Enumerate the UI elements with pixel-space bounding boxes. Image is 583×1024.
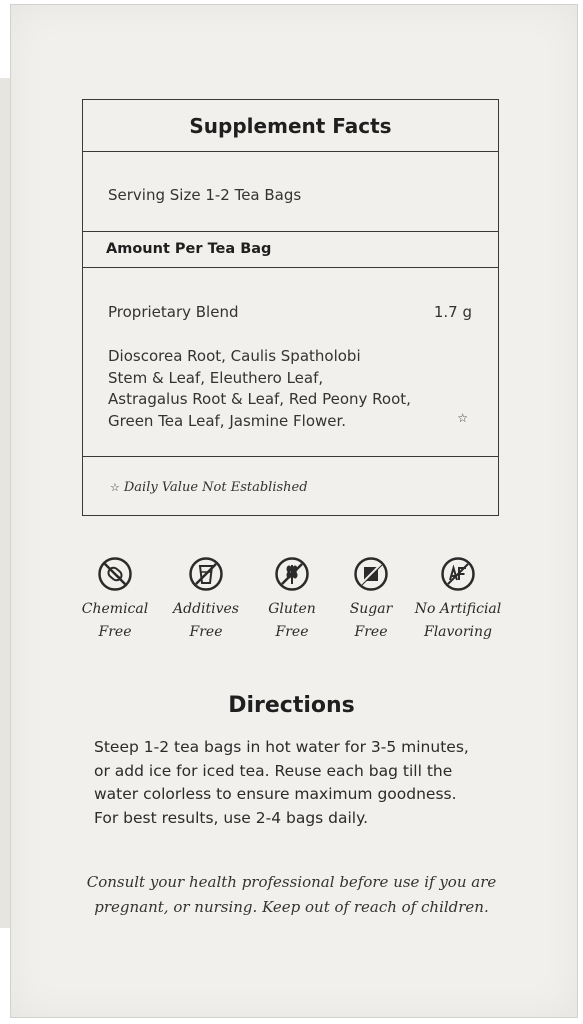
badge-line: Chemical <box>81 601 149 617</box>
ingredient-line: Green Tea Leaf, Jasmine Flower. <box>108 411 347 430</box>
badge-line: Gluten <box>268 601 316 617</box>
serving-size: Serving Size 1-2 Tea Bags <box>108 186 302 204</box>
supplement-facts-table <box>82 99 499 516</box>
divider <box>83 151 498 152</box>
badge-line: Free <box>275 624 309 640</box>
badge-line: Free <box>189 624 223 640</box>
ingredients-list <box>108 346 448 432</box>
warning-line: Consult your health professional before use if you are <box>86 873 497 891</box>
badge-label <box>65 598 165 644</box>
star-icon: ☆ <box>110 481 120 494</box>
directions-line: or add ice for iced tea. Reuse each bag till the <box>94 761 453 780</box>
divider <box>83 267 498 268</box>
no-additives-icon <box>188 556 224 592</box>
badge-line: Free <box>354 624 388 640</box>
health-warning <box>0 870 583 920</box>
badge-additives-free <box>156 556 256 644</box>
badge-label <box>408 598 508 644</box>
no-gluten-icon <box>274 556 310 592</box>
badge-label <box>321 598 421 644</box>
directions-text <box>94 736 514 830</box>
badge-no-artificial-flavoring <box>408 556 508 644</box>
directions-line: For best results, use 2-4 bags daily. <box>94 808 369 827</box>
badge-label <box>156 598 256 644</box>
free-from-badges <box>70 556 520 646</box>
daily-value-note <box>110 480 308 495</box>
badge-sugar-free <box>321 556 421 644</box>
no-artificial-flavoring-icon <box>440 556 476 592</box>
badge-line: No Artificial <box>414 601 502 617</box>
no-sugar-icon <box>353 556 389 592</box>
warning-line: pregnant, or nursing. Keep out of reach of children. <box>94 898 489 916</box>
badge-chemical-free <box>65 556 165 644</box>
badge-line: Free <box>98 624 132 640</box>
badge-line: Additives <box>173 601 239 617</box>
no-chemical-icon <box>97 556 133 592</box>
facts-title: Supplement Facts <box>189 114 392 138</box>
blend-name: Proprietary Blend <box>108 303 239 321</box>
ingredient-line: Astragalus Root & Leaf, Red Peony Root, <box>108 390 411 408</box>
ingredient-line: Dioscorea Root, Caulis Spatholobi <box>108 347 361 365</box>
badge-line: Sugar <box>349 601 393 617</box>
badge-line: Flavoring <box>423 624 493 640</box>
directions-line: Steep 1-2 tea bags in hot water for 3-5 minutes, <box>94 738 469 756</box>
directions-heading: Directions <box>228 693 355 718</box>
divider <box>83 231 498 232</box>
amount-per-heading: Amount Per Tea Bag <box>106 241 272 257</box>
daily-value-text: Daily Value Not Established <box>123 480 308 495</box>
star-icon: ☆ <box>457 411 468 425</box>
blend-amount: 1.7 g <box>433 303 472 321</box>
divider <box>83 456 498 457</box>
ingredient-line: Stem & Leaf, Eleuthero Leaf, <box>108 368 324 387</box>
directions-line: water colorless to ensure maximum goodness. <box>94 785 457 803</box>
